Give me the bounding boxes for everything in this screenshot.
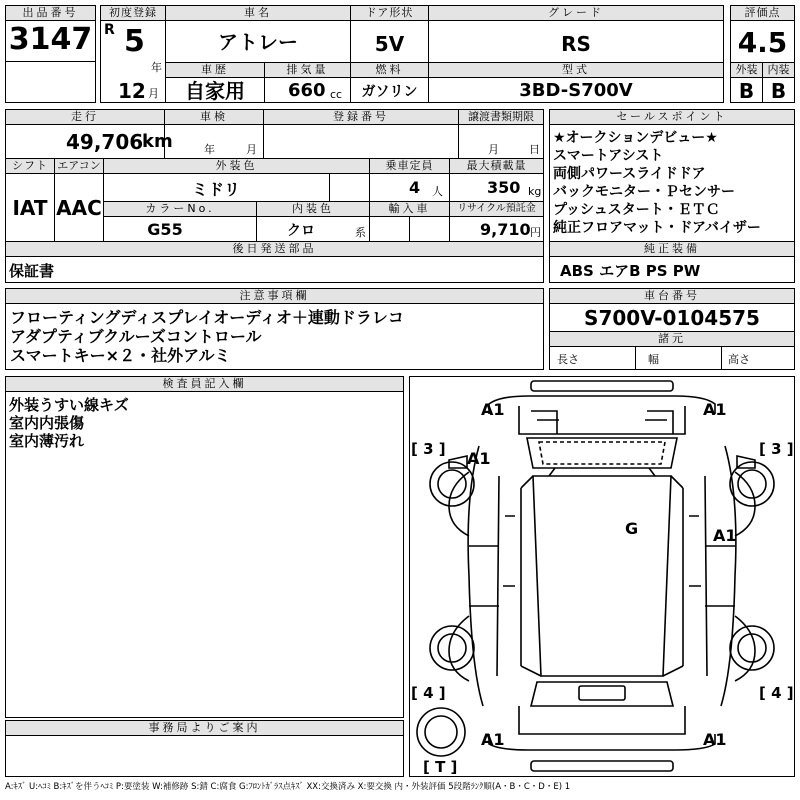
tire-right-front: [ 3 ] xyxy=(759,440,794,458)
capacity: 4 xyxy=(409,178,421,197)
exterior-color: ミドリ xyxy=(191,180,240,199)
mark-front-right: A1 xyxy=(703,400,727,419)
displacement-label: 排気量 xyxy=(264,62,351,78)
inspection-month-unit: 月 xyxy=(246,143,257,156)
interior-color: クロ xyxy=(287,223,315,239)
recycle-fee: 9,710 xyxy=(480,220,531,239)
mark-rear-right: A1 xyxy=(703,730,727,749)
recycle-label: リサイクル預託金 xyxy=(449,201,544,217)
era: R xyxy=(104,22,115,38)
exterior-label: 外装 xyxy=(730,62,763,78)
history: 自家用 xyxy=(185,79,245,103)
interior-label: 内装 xyxy=(762,62,795,78)
score-label: 評価点 xyxy=(730,5,795,21)
registration-year: 5 xyxy=(124,24,145,59)
note-line: スマートキー×２・社外アルミ xyxy=(10,346,231,365)
displacement: 660 xyxy=(288,80,326,101)
inspector-note: 室内薄汚れ xyxy=(9,432,85,450)
chassis-number: S700V-0104575 xyxy=(584,306,760,330)
car-name-label: 車名 xyxy=(165,5,351,21)
color-label: 外装色 xyxy=(103,158,370,174)
sales-points-label: セールスポイント xyxy=(549,109,795,125)
length-label: 長さ xyxy=(557,353,579,366)
ac-label: エアコン xyxy=(54,158,104,174)
tire-right-rear: [ 4 ] xyxy=(759,684,794,702)
width-label: 幅 xyxy=(648,353,659,366)
capacity-label: 乗車定員 xyxy=(369,158,450,174)
sales-point: プッシュスタート・ＥＴＣ xyxy=(553,202,720,218)
mark-rear-left: A1 xyxy=(481,730,505,749)
inspector-note: 室内内張傷 xyxy=(9,414,85,432)
lot-number-label: 出品番号 xyxy=(5,5,96,21)
sales-point: ★オークションデビュー★ xyxy=(553,130,718,146)
office-label: 事務局よりご案内 xyxy=(5,720,404,736)
inspector-note: 外装うすい線キズ xyxy=(9,396,129,414)
legend: A:ｷｽﾞ U:ﾍｺﾐ B:ｷｽﾞを伴うﾍｺﾐ P:要塗装 W:補修跡 S:錆 C:腐食 G:ﾌﾛﾝﾄｶﾞﾗｽ点ｷｽﾞ XX:交換済み X:要交換 内・外装評価 5段階ﾗﾝｸ順(A・B・C・D・E) 1 xyxy=(5,782,571,792)
notes-label: 注意事項欄 xyxy=(5,288,544,304)
inspector-notes xyxy=(9,396,129,450)
first-registration-label: 初度登録 xyxy=(100,5,166,21)
car-outline xyxy=(449,381,755,771)
mileage: 49,706 xyxy=(66,130,144,154)
sales-point: スマートアシスト xyxy=(553,148,664,164)
interior-grade: B xyxy=(770,79,787,103)
grade: RS xyxy=(561,32,591,56)
sales-point: 純正フロアマット・ドアバイザー xyxy=(553,220,761,236)
car-name: アトレー xyxy=(218,30,298,54)
mark-right-side: A1 xyxy=(713,526,737,545)
tire-left-front: [ 3 ] xyxy=(411,440,446,458)
inspection-year-unit: 年 xyxy=(204,143,215,156)
sales-points-list xyxy=(553,129,761,237)
history-label: 車歴 xyxy=(165,62,265,78)
registration-month: 12 xyxy=(118,79,146,103)
recycle-unit: 円 xyxy=(530,226,541,239)
capacity-unit: 人 xyxy=(432,185,443,198)
registration-number-label: 登録番号 xyxy=(263,109,459,125)
lot-number: 3147 xyxy=(8,22,93,57)
month-unit: 月 xyxy=(148,87,159,100)
interior-color-label: 内装色 xyxy=(256,201,370,217)
max-load: 350 xyxy=(487,178,521,197)
interior-color-unit: 系 xyxy=(355,226,366,239)
load-label: 最大積載量 xyxy=(449,158,544,174)
import-label: 輸入車 xyxy=(369,201,450,217)
height-label: 高さ xyxy=(728,353,750,366)
mark-left-front-fender: A1 xyxy=(467,449,491,468)
later-parts: 保証書 xyxy=(9,262,55,280)
note-line: フローティングディスプレイオーディオ＋連動ドラレコ xyxy=(10,308,404,327)
chassis-label: 車台番号 xyxy=(549,288,795,304)
fuel: ガソリン xyxy=(361,84,418,100)
color-number: G55 xyxy=(147,220,183,239)
transfer-deadline-label: 譲渡書類期限 xyxy=(458,109,544,125)
notes-list xyxy=(10,308,404,365)
inspector-label: 検査員記入欄 xyxy=(5,376,404,392)
transfer-day-unit: 日 xyxy=(529,143,540,156)
fuel-label: 燃料 xyxy=(350,62,429,78)
mileage-label: 走行 xyxy=(5,109,165,125)
exterior-grade: B xyxy=(738,79,755,103)
grade-label: グレード xyxy=(428,5,724,21)
equipment: ABS エアB PS PW xyxy=(560,262,701,280)
model-code: 3BD-S700V xyxy=(519,80,633,101)
color-number-label: カラーNo. xyxy=(103,201,257,217)
cc-unit: cc xyxy=(330,88,343,101)
later-parts-label: 後日発送部品 xyxy=(5,241,544,257)
air-conditioner: AAC xyxy=(56,196,102,220)
year-unit: 年 xyxy=(151,61,162,74)
door-type: 5V xyxy=(374,32,405,56)
door-label: ドア形状 xyxy=(350,5,429,21)
tire-spare: [ T ] xyxy=(423,758,458,776)
shift-label: シフト xyxy=(5,158,55,174)
dimensions-label: 諸元 xyxy=(549,331,795,347)
mark-roof: G xyxy=(625,519,639,538)
shift: IAT xyxy=(12,196,48,220)
inspection-label: 車検 xyxy=(164,109,264,125)
transfer-month-unit: 月 xyxy=(488,143,499,156)
sales-point: 両側パワースライドドア xyxy=(553,166,706,182)
tire-left-rear: [ 4 ] xyxy=(411,684,446,702)
equipment-label: 純正装備 xyxy=(549,241,795,257)
note-line: アダプティブクルーズコントロール xyxy=(10,327,262,346)
mark-front-left: A1 xyxy=(481,400,505,419)
model-label: 型式 xyxy=(428,62,724,78)
load-unit: kg xyxy=(528,185,542,198)
score: 4.5 xyxy=(737,26,788,59)
km-unit: km xyxy=(142,131,173,152)
car-diagram xyxy=(409,376,795,777)
sales-point: バックモニター・Ｐセンサー xyxy=(553,184,735,200)
